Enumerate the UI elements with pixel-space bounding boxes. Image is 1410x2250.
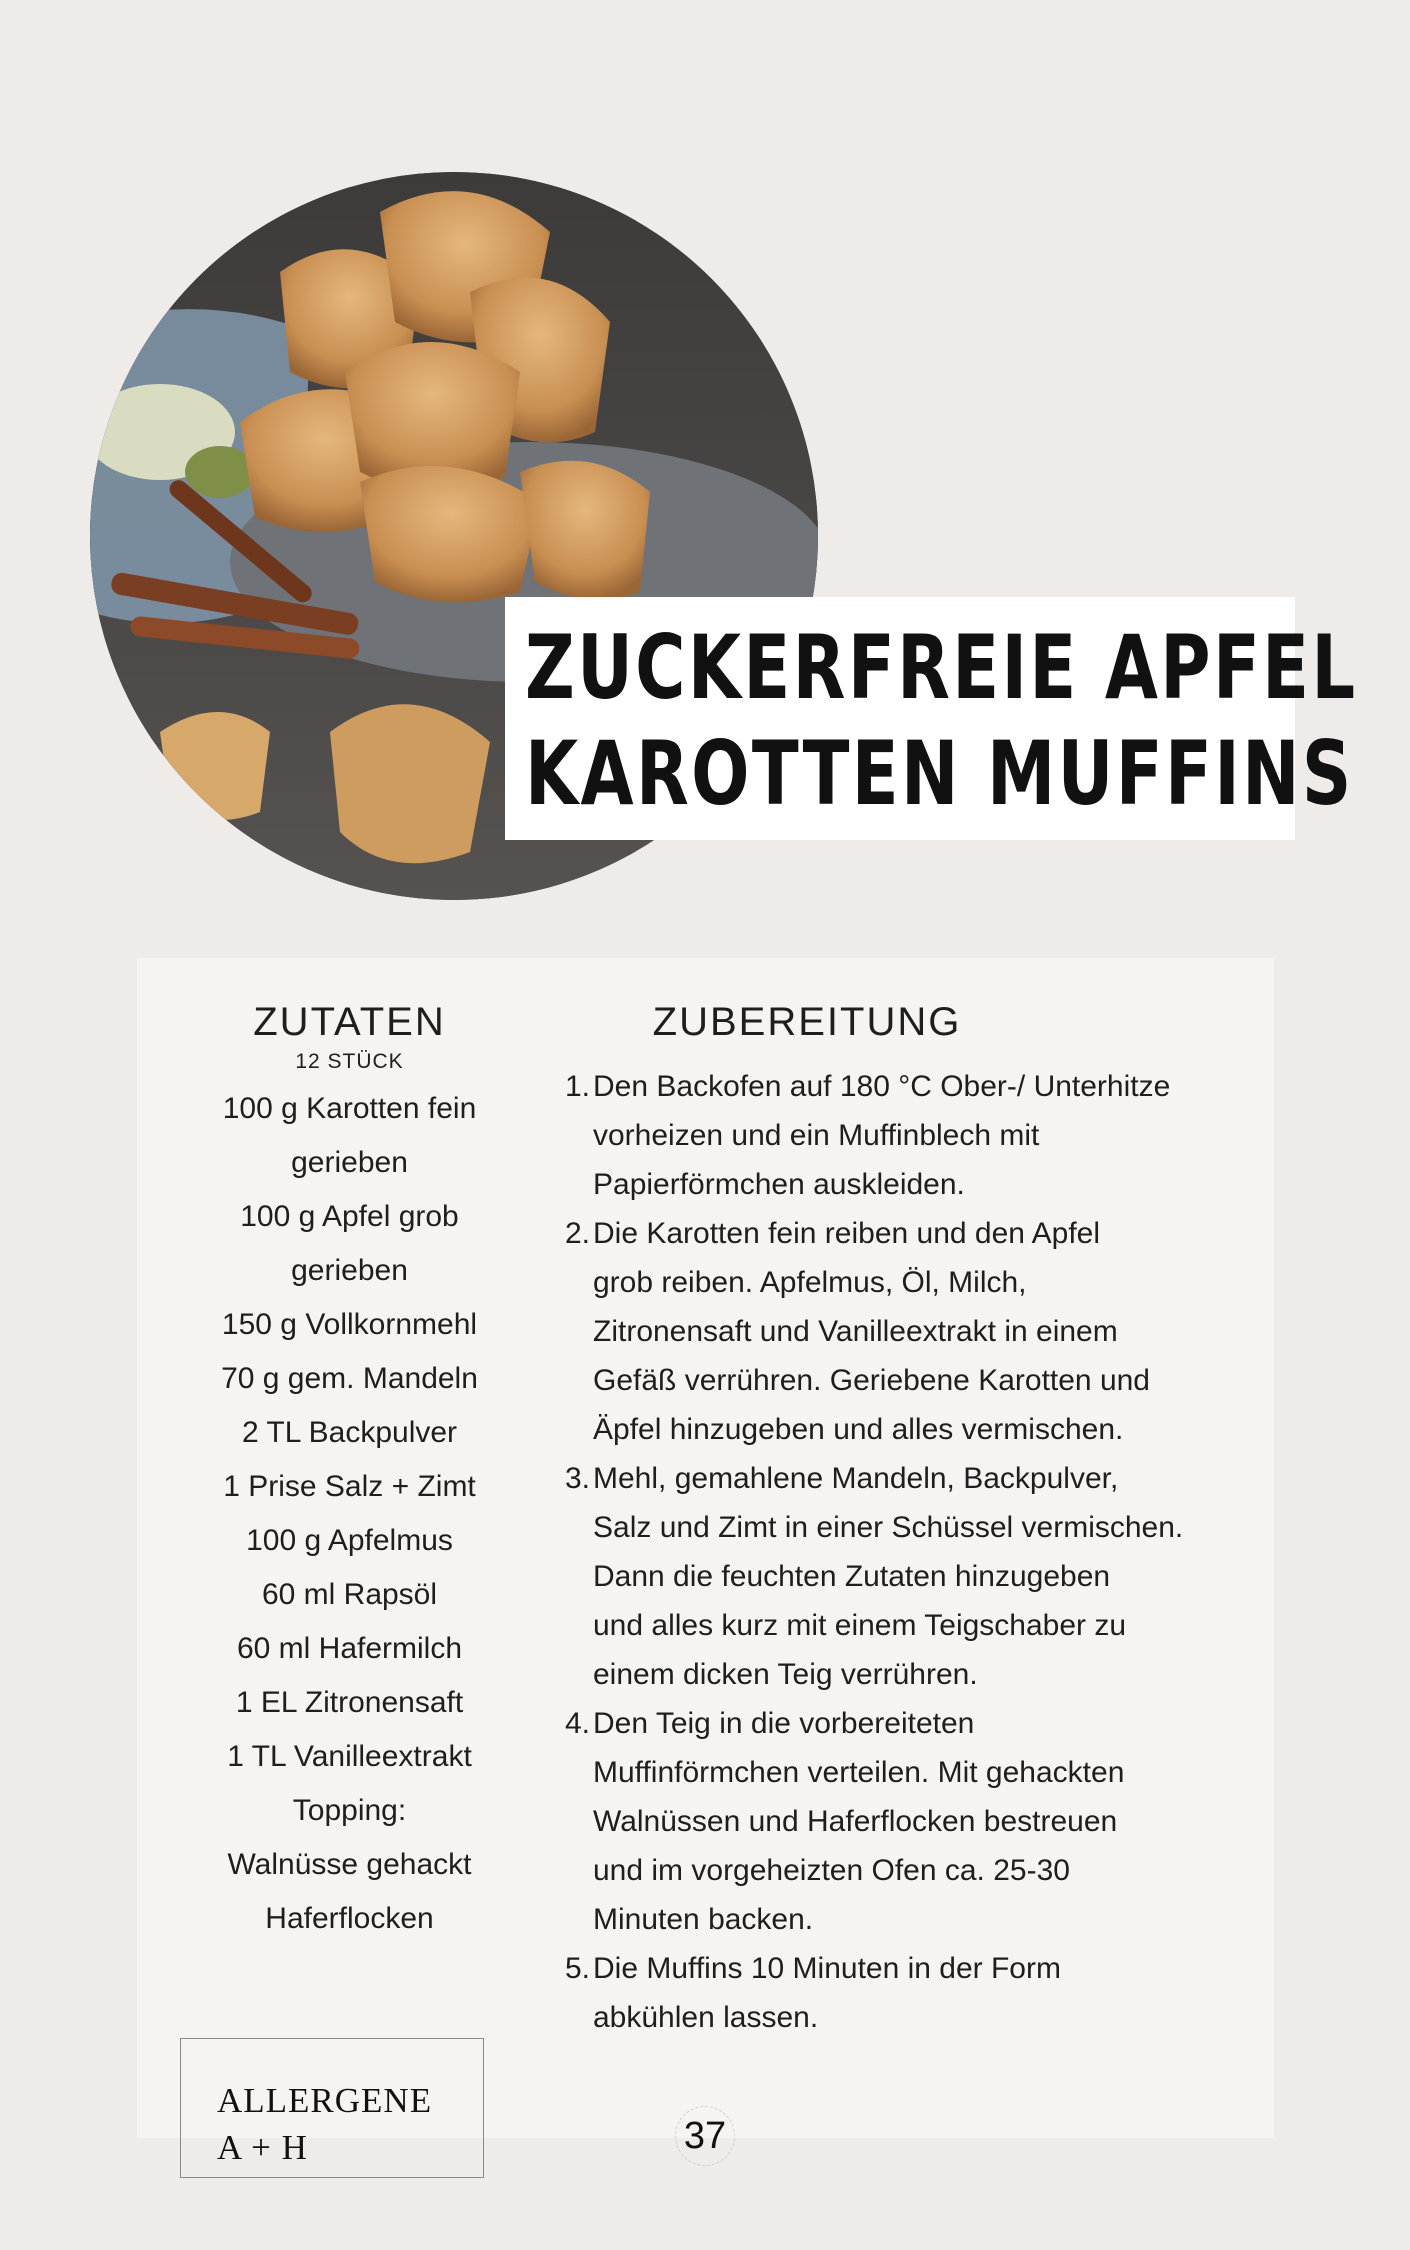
preparation-steps: [557, 1062, 1257, 2042]
ingredient-item: gerieben: [291, 1146, 408, 1179]
ingredients-column: [137, 998, 562, 1946]
ingredient-item: 100 g Apfel grob: [240, 1200, 459, 1233]
step-number: [557, 1552, 593, 1601]
step-number: [557, 1650, 593, 1699]
step-number: 1.: [564, 1070, 590, 1103]
preparation-step-line: [557, 1699, 1257, 1748]
preparation-step-line: [557, 1601, 1257, 1650]
recipe-title-box: [505, 597, 1358, 840]
preparation-step-line: [557, 1895, 1257, 1944]
ingredient-item: 100 g Karotten fein: [222, 1092, 477, 1125]
step-text: Papierförmchen auskleiden.: [593, 1168, 965, 1201]
preparation-step-line: [557, 1356, 1257, 1405]
ingredient-item: 150 g Vollkornmehl: [221, 1308, 478, 1341]
preparation-step-line: [557, 1258, 1257, 1307]
step-text: vorheizen und ein Muffinblech mit: [593, 1119, 1040, 1152]
step-number: [557, 1356, 593, 1405]
step-text: Äpfel hinzugeben und alles vermischen.: [593, 1413, 1124, 1446]
step-text: Mehl, gemahlene Mandeln, Backpulver,: [593, 1462, 1119, 1495]
preparation-step-line: [557, 1552, 1257, 1601]
preparation-step-line: [557, 1797, 1257, 1846]
step-text: einem dicken Teig verrühren.: [593, 1658, 978, 1691]
step-text: Muffinförmchen verteilen. Mit gehackten: [593, 1756, 1125, 1789]
step-text: Walnüssen und Haferflocken bestreuen: [593, 1805, 1118, 1838]
step-text: grob reiben. Apfelmus, Öl, Milch,: [593, 1266, 1027, 1299]
preparation-step-line: [557, 1503, 1257, 1552]
step-text: Zitronensaft und Vanilleextrakt in einem: [593, 1315, 1118, 1348]
step-text: Dann die feuchten Zutaten hinzugeben: [593, 1560, 1111, 1593]
preparation-step-line: [557, 1307, 1257, 1356]
step-text: Die Muffins 10 Minuten in der Form: [593, 1952, 1061, 1985]
ingredient-item: 2 TL Backpulver: [241, 1416, 458, 1449]
step-text: Die Karotten fein reiben und den Apfel: [593, 1217, 1101, 1250]
ingredient-item: gerieben: [291, 1254, 408, 1287]
step-number: [557, 1797, 593, 1846]
step-number: [557, 1405, 593, 1454]
ingredient-item: 1 Prise Salz + Zimt: [223, 1470, 476, 1503]
step-text: Den Backofen auf 180 °C Ober-/ Unterhitze: [593, 1070, 1171, 1103]
step-text: Minuten backen.: [593, 1903, 814, 1936]
ingredients-heading: ZUTATEN: [253, 1000, 446, 1044]
step-number: 5.: [564, 1952, 590, 1985]
ingredient-item: Haferflocken: [265, 1902, 434, 1935]
step-number: [557, 1503, 593, 1552]
step-text: Salz und Zimt in einer Schüssel vermischen.: [593, 1511, 1184, 1544]
preparation-step-line: [557, 1405, 1257, 1454]
step-number: [557, 1895, 593, 1944]
preparation-heading: ZUBEREITUNG: [652, 1000, 962, 1044]
ingredient-item: 60 ml Hafermilch: [236, 1632, 463, 1665]
preparation-step-line: [557, 1062, 1257, 1111]
ingredients-list: [137, 1082, 562, 1946]
preparation-column: [557, 998, 1257, 2042]
step-number: 3.: [564, 1462, 590, 1495]
preparation-step-line: [557, 1993, 1257, 2042]
step-number: [557, 1258, 593, 1307]
step-number: [557, 1846, 593, 1895]
step-number: [557, 1111, 593, 1160]
preparation-step-line: [557, 1944, 1257, 1993]
step-number: [557, 1307, 593, 1356]
preparation-step-line: [557, 1748, 1257, 1797]
step-number: [557, 1993, 593, 2042]
recipe-card: [137, 958, 1274, 2138]
ingredient-item: Topping:: [292, 1794, 407, 1827]
ingredient-item: 60 ml Rapsöl: [261, 1578, 438, 1611]
step-number: 4.: [564, 1707, 590, 1740]
ingredient-item: 70 g gem. Mandeln: [221, 1362, 478, 1395]
step-number: [557, 1748, 593, 1797]
ingredient-item: Walnüsse gehackt: [227, 1848, 472, 1881]
allergen-value: A + H: [217, 2128, 308, 2167]
step-text: und alles kurz mit einem Teigschaber zu: [593, 1609, 1127, 1642]
recipe-title-line-1: ZUCKERFREIE APFEL: [525, 616, 1358, 719]
preparation-step-line: [557, 1209, 1257, 1258]
step-text: Gefäß verrühren. Geriebene Karotten und: [593, 1364, 1150, 1397]
recipe-title-line-2: KAROTTEN MUFFINS: [525, 722, 1354, 825]
servings-label: 12 STÜCK: [295, 1050, 404, 1073]
preparation-step-line: [557, 1650, 1257, 1699]
allergen-box: [180, 2038, 484, 2178]
ingredient-item: 100 g Apfelmus: [246, 1524, 453, 1557]
step-text: Den Teig in die vorbereiteten: [593, 1707, 975, 1740]
step-number: 2.: [564, 1217, 590, 1250]
preparation-step-line: [557, 1846, 1257, 1895]
step-text: und im vorgeheizten Ofen ca. 25-30: [593, 1854, 1070, 1887]
preparation-step-line: [557, 1111, 1257, 1160]
page-number: 37: [675, 2106, 735, 2166]
step-text: abkühlen lassen.: [593, 2001, 819, 2034]
preparation-step-line: [557, 1160, 1257, 1209]
allergen-label: ALLERGENE: [217, 2081, 433, 2120]
ingredient-item: 1 TL Vanilleextrakt: [227, 1740, 472, 1773]
preparation-step-line: [557, 1454, 1257, 1503]
step-number: [557, 1601, 593, 1650]
ingredient-item: 1 EL Zitronensaft: [235, 1686, 464, 1719]
step-number: [557, 1160, 593, 1209]
